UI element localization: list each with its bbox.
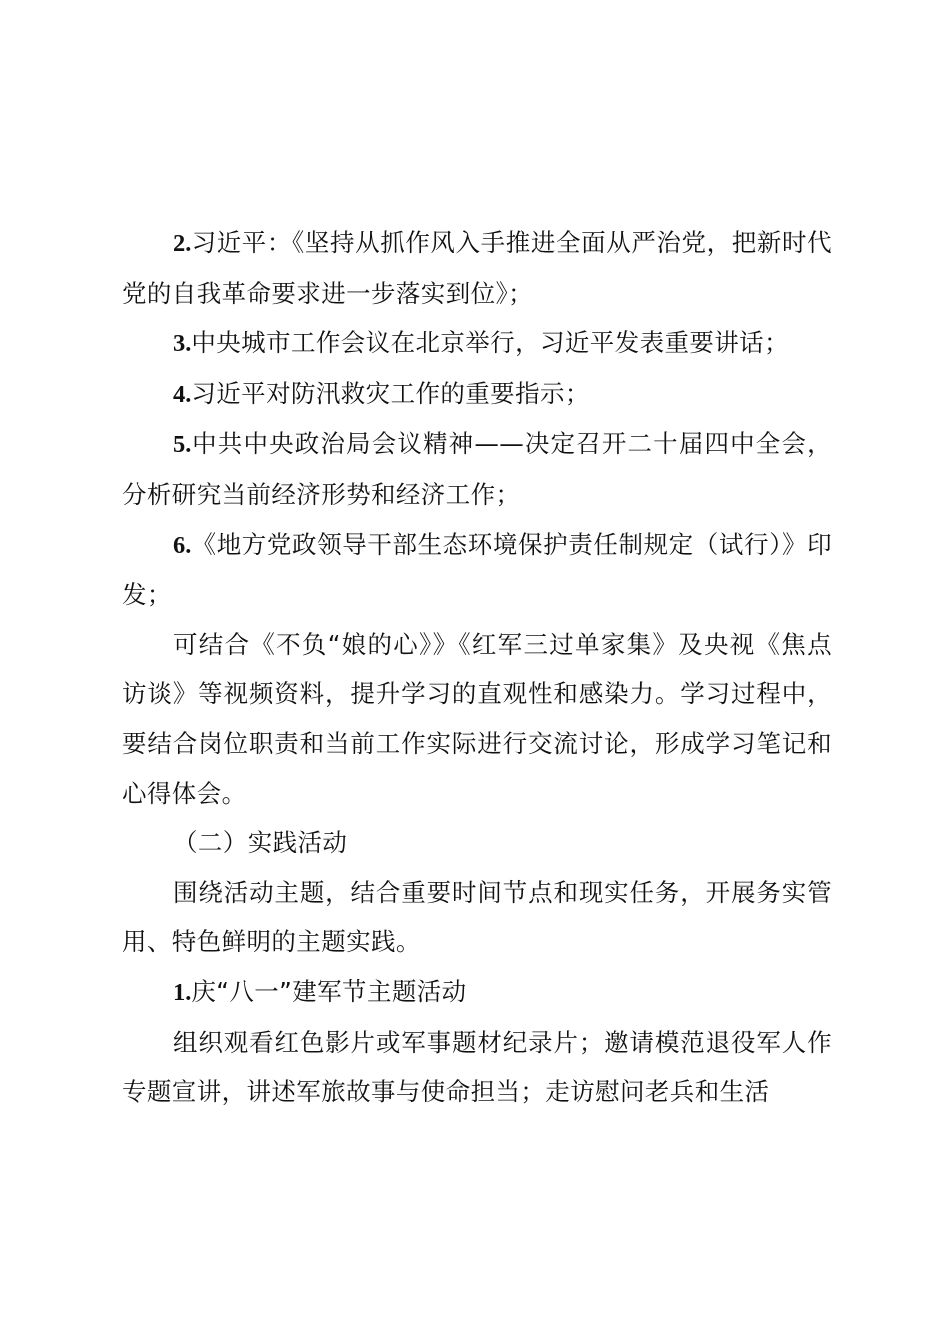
item-number: 5. xyxy=(173,431,192,459)
paragraph-activity-detail xyxy=(122,1018,832,1117)
section-heading xyxy=(122,818,832,868)
paragraph-item-4 xyxy=(122,369,832,420)
item-number: 3. xyxy=(173,330,192,358)
paragraph-text: 《地方党政领导干部生态环境保护责任制规定（试行）》印发； xyxy=(122,529,832,610)
paragraph-text: 习近平对防汛救灾工作的重要指示； xyxy=(191,378,590,408)
subheading-text: 庆“八一”建军节主题活动 xyxy=(191,976,467,1006)
paragraph-text: 中央城市工作会议在北京举行，习近平发表重要讲话； xyxy=(191,328,789,358)
paragraph-item-5 xyxy=(122,419,832,519)
item-number: 4. xyxy=(173,380,192,408)
paragraph-text: 围绕活动主题，结合重要时间节点和现实任务，开展务实管用、特色鲜明的主题实践。 xyxy=(122,877,832,957)
document-body xyxy=(122,218,832,1117)
item-number: 2. xyxy=(173,230,192,257)
paragraph-text: 可结合《不负“娘的心》》《红军三过单家集》及央视《焦点访谈》等视频资料，提升学习的直观性和感染力。学习过程中，要结合岗位职责和当前工作实际进行交流讨论，形成学习笔记和心得体会。 xyxy=(122,629,832,808)
paragraph-text: 组织观看红色影片或军事题材纪录片；邀请模范退役军人作专题宣讲，讲述军旅故事与使命担当；走访慰问老兵和生活 xyxy=(122,1027,832,1107)
paragraph-text: 中共中央政治局会议精神——决定召开二十届四中全会，分析研究当前经济形势和经济工作； xyxy=(122,429,832,509)
paragraph-item-2 xyxy=(122,218,832,318)
item-number: 6. xyxy=(173,531,192,559)
heading-text: （二）实践活动 xyxy=(173,828,348,858)
subheading-item-1 xyxy=(122,967,832,1018)
item-number: 1. xyxy=(173,978,192,1006)
paragraph-item-6 xyxy=(122,520,832,620)
paragraph-text: 习近平：《坚持从抓作风入手推进全面从严治党，把新时代党的自我革命要求进一步落实到位》； xyxy=(122,228,832,308)
paragraph-video-resources xyxy=(122,620,832,818)
paragraph-item-3 xyxy=(122,318,832,369)
paragraph-practice-intro xyxy=(122,868,832,967)
